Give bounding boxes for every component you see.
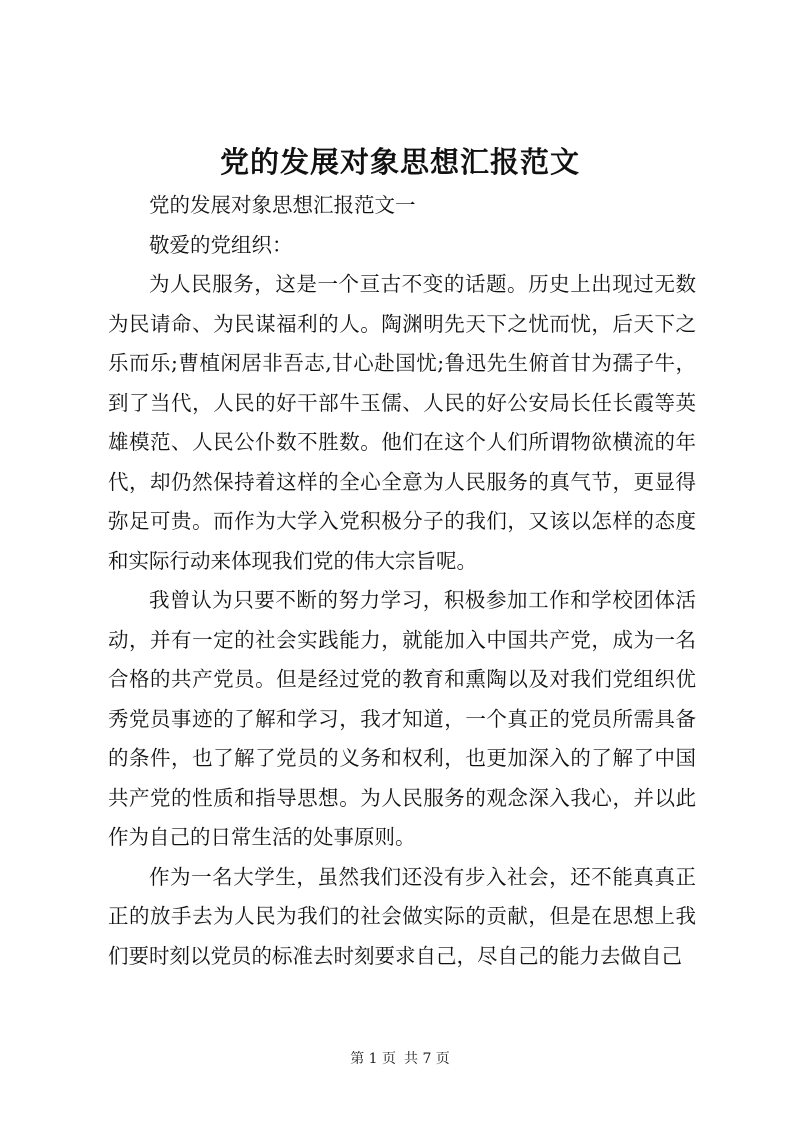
salutation-paragraph: 敬爱的党组织： xyxy=(149,232,293,257)
document-body xyxy=(108,186,696,976)
body-paragraph: 为人民服务，这是一个亘古不变的话题。历史上出现过无数为民请命、为民谋福利的人。陶渊明先天下之忧而忧，后天下之乐而乐;曹植闲居非吾志,甘心赴国忧;鲁迅先生俯首甘为孺子牛，到了当代，人民的好干部牛玉儒、人民的好公安局长任长霞等英雄模范、人民公仆数不胜数。他们在这个人们所谓物欲横流的年代，却仍然保持着这样的全心全意为人民服务的真气节，更显得弥足可贵。而作为大学入党积极分子的我们，又该以怎样的态度和实际行动来体现我们党的伟大宗旨呢。 xyxy=(108,272,696,573)
page-number: 第 1 页 xyxy=(350,1051,396,1067)
page-total: 共 7 页 xyxy=(404,1051,450,1067)
page-footer xyxy=(0,1049,800,1069)
document-title: 党的发展对象思想汇报范文 xyxy=(219,145,580,179)
body-paragraph: 我曾认为只要不断的努力学习，积极参加工作和学校团体活动，并有一定的社会实践能力，就能加入中国共产党，成为一名合格的共产党员。但是经过党的教育和熏陶以及对我们党组织优秀党员事迹的了解和学习，我才知道，一个真正的党员所需具备的条件，也了解了党员的义务和权利，也更加深入的了解了中国共产党的性质和指导思想。为人民服务的观念深入我心，并以此作为自己的日常生活的处事原则。 xyxy=(108,588,696,849)
body-paragraph: 作为一名大学生，虽然我们还没有步入社会，还不能真真正正的放手去为人民为我们的社会做实际的贡献，但是在思想上我们要时刻以党员的标准去时刻要求自己，尽自己的能力去做自己 xyxy=(108,864,696,968)
subtitle-paragraph: 党的发展对象思想汇报范文一 xyxy=(149,193,416,217)
